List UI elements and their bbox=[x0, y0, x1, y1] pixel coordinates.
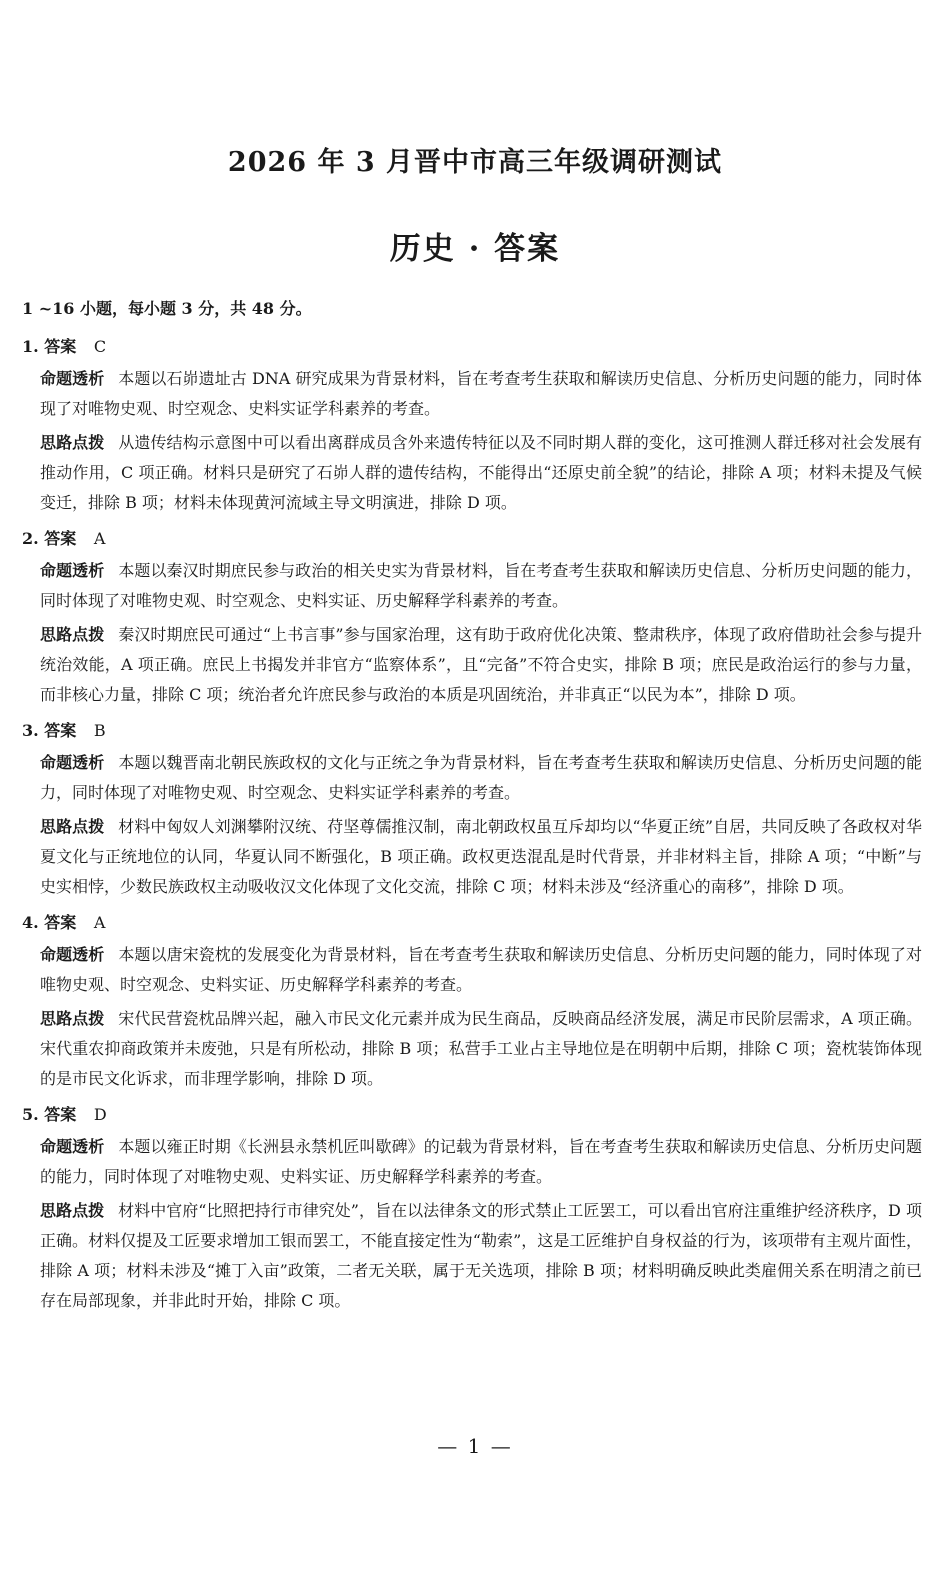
analysis-paragraph bbox=[22, 748, 922, 808]
document-title: 2026 年 3 月晋中市高三年级调研测试 bbox=[227, 147, 723, 178]
analysis-text: 本题以秦汉时期庶民参与政治的相关史实为背景材料，旨在考查考生获取和解读历史信息、分析历史问题的能力，同时体现了对唯物史观、时空观念、史料实证、历史解释学科素养的考查。 bbox=[40, 561, 922, 610]
hint-text: 从遗传结构示意图中可以看出离群成员含外来遗传特征以及不同时期人群的变化，这可推测人群迁移对社会发展有推动作用，C 项正确。材料只是研究了石峁人群的遗传结构，不能得出“还原史前全貌”的结论，排除 A 项；材料未提及气候变迁，排除 B 项；材料未体现黄河流域主导文明演进，排除 D 项。 bbox=[40, 433, 922, 512]
question-1 bbox=[22, 332, 922, 518]
hint-label: 思路点拨 bbox=[40, 817, 105, 836]
analysis-paragraph bbox=[22, 940, 922, 1000]
analysis-text: 本题以唐宋瓷枕的发展变化为背景材料，旨在考查考生获取和解读历史信息、分析历史问题的能力，同时体现了对唯物史观、时空观念、史料实证、历史解释学科素养的考查。 bbox=[40, 945, 922, 994]
analysis-label: 命题透析 bbox=[40, 369, 105, 388]
analysis-label: 命题透析 bbox=[40, 561, 105, 580]
hint-label: 思路点拨 bbox=[40, 433, 105, 452]
answer-value: A bbox=[93, 529, 106, 548]
answer-value: A bbox=[93, 913, 106, 932]
answer-label: 答案 bbox=[44, 337, 77, 356]
analysis-text: 本题以雍正时期《长洲县永禁机匠叫歇碑》的记载为背景材料，旨在考查考生获取和解读历史信息、分析历史问题的能力，同时体现了对唯物史观、史料实证、历史解释学科素养的考查。 bbox=[40, 1137, 922, 1186]
hint-paragraph bbox=[22, 1196, 922, 1316]
hint-label: 思路点拨 bbox=[40, 1201, 105, 1220]
question-3 bbox=[22, 716, 922, 902]
hint-text: 材料中匈奴人刘渊攀附汉统、苻坚尊儒推汉制，南北朝政权虽互斥却均以“华夏正统”自居，共同反映了各政权对华夏文化与正统地位的认同，华夏认同不断强化，B 项正确。政权更迭混乱是时代背景，并非材料主旨，排除 A 项；“中断”与史实相悖，少数民族政权主动吸收汉文化体现了文化交流，排除 C 项；材料未涉及“经济重心的南移”，排除 D 项。 bbox=[40, 817, 922, 896]
question-header bbox=[22, 332, 922, 362]
hint-paragraph bbox=[22, 620, 922, 710]
hint-text: 宋代民营瓷枕品牌兴起，融入市民文化元素并成为民生商品，反映商品经济发展，满足市民阶层需求，A 项正确。宋代重农抑商政策并未废弛，只是有所松动，排除 B 项；私营手工业占主导地位是在明朝中后期，排除 C 项；瓷枕装饰体现的是市民文化诉求，而非理学影响，排除 D 项。 bbox=[40, 1009, 922, 1088]
question-number: 5. bbox=[22, 1105, 39, 1124]
question-header bbox=[22, 524, 922, 554]
question-number: 2. bbox=[22, 529, 39, 548]
question-header bbox=[22, 716, 922, 746]
question-header bbox=[22, 1100, 922, 1130]
answer-value: D bbox=[93, 1105, 107, 1124]
answer-label: 答案 bbox=[44, 529, 77, 548]
analysis-label: 命题透析 bbox=[40, 1137, 105, 1156]
answer-value: C bbox=[93, 337, 107, 356]
hint-paragraph bbox=[22, 812, 922, 902]
analysis-paragraph bbox=[22, 556, 922, 616]
question-number: 4. bbox=[22, 913, 39, 932]
hint-label: 思路点拨 bbox=[40, 1009, 105, 1028]
page-number: — 1 — bbox=[437, 1434, 513, 1458]
analysis-paragraph bbox=[22, 1132, 922, 1192]
analysis-text: 本题以魏晋南北朝民族政权的文化与正统之争为背景材料，旨在考查考生获取和解读历史信息、分析历史问题的能力，同时体现了对唯物史观、时空观念、史料实证学科素养的考查。 bbox=[40, 753, 922, 802]
analysis-label: 命题透析 bbox=[40, 753, 105, 772]
answer-label: 答案 bbox=[44, 1105, 77, 1124]
scoring-intro: 1 ~16 小题，每小题 3 分，共 48 分。 bbox=[22, 299, 312, 318]
hint-paragraph bbox=[22, 1004, 922, 1094]
analysis-paragraph bbox=[22, 364, 922, 424]
answer-value: B bbox=[93, 721, 106, 740]
question-number: 3. bbox=[22, 721, 39, 740]
analysis-text: 本题以石峁遗址古 DNA 研究成果为背景材料，旨在考查考生获取和解读历史信息、分析历史问题的能力，同时体现了对唯物史观、时空观念、史料实证学科素养的考查。 bbox=[40, 369, 922, 418]
question-2 bbox=[22, 524, 922, 710]
answer-label: 答案 bbox=[44, 721, 77, 740]
answer-label: 答案 bbox=[44, 913, 77, 932]
hint-paragraph bbox=[22, 428, 922, 518]
question-header bbox=[22, 908, 922, 938]
hint-label: 思路点拨 bbox=[40, 625, 105, 644]
answer-body bbox=[22, 294, 922, 1322]
hint-text: 材料中官府“比照把持行市律究处”，旨在以法律条文的形式禁止工匠罢工，可以看出官府注重维护经济秩序，D 项正确。材料仅提及工匠要求增加工银而罢工，不能直接定性为“勒索”，这是工匠维护自身权益的行为，该项带有主观片面性，排除 A 项；材料未涉及“摊丁入亩”政策，二者无关联，属于无关选项，排除 B 项；材料明确反映此类雇佣关系在明清之前已存在局部现象，并非此时开始，排除 C 项。 bbox=[40, 1201, 922, 1310]
document-subtitle: 历史 · 答案 bbox=[389, 231, 561, 267]
hint-text: 秦汉时期庶民可通过“上书言事”参与国家治理，这有助于政府优化决策、整肃秩序，体现了政府借助社会参与提升统治效能，A 项正确。庶民上书揭发并非官方“监察体系”，且“完备”不符合史实，排除 B 项；庶民是政治运行的参与力量，而非核心力量，排除 C 项；统治者允许庶民参与政治的本质是巩固统治，并非真正“以民为本”，排除 D 项。 bbox=[40, 625, 922, 704]
question-4 bbox=[22, 908, 922, 1094]
question-number: 1. bbox=[22, 337, 39, 356]
question-5 bbox=[22, 1100, 922, 1316]
analysis-label: 命题透析 bbox=[40, 945, 105, 964]
